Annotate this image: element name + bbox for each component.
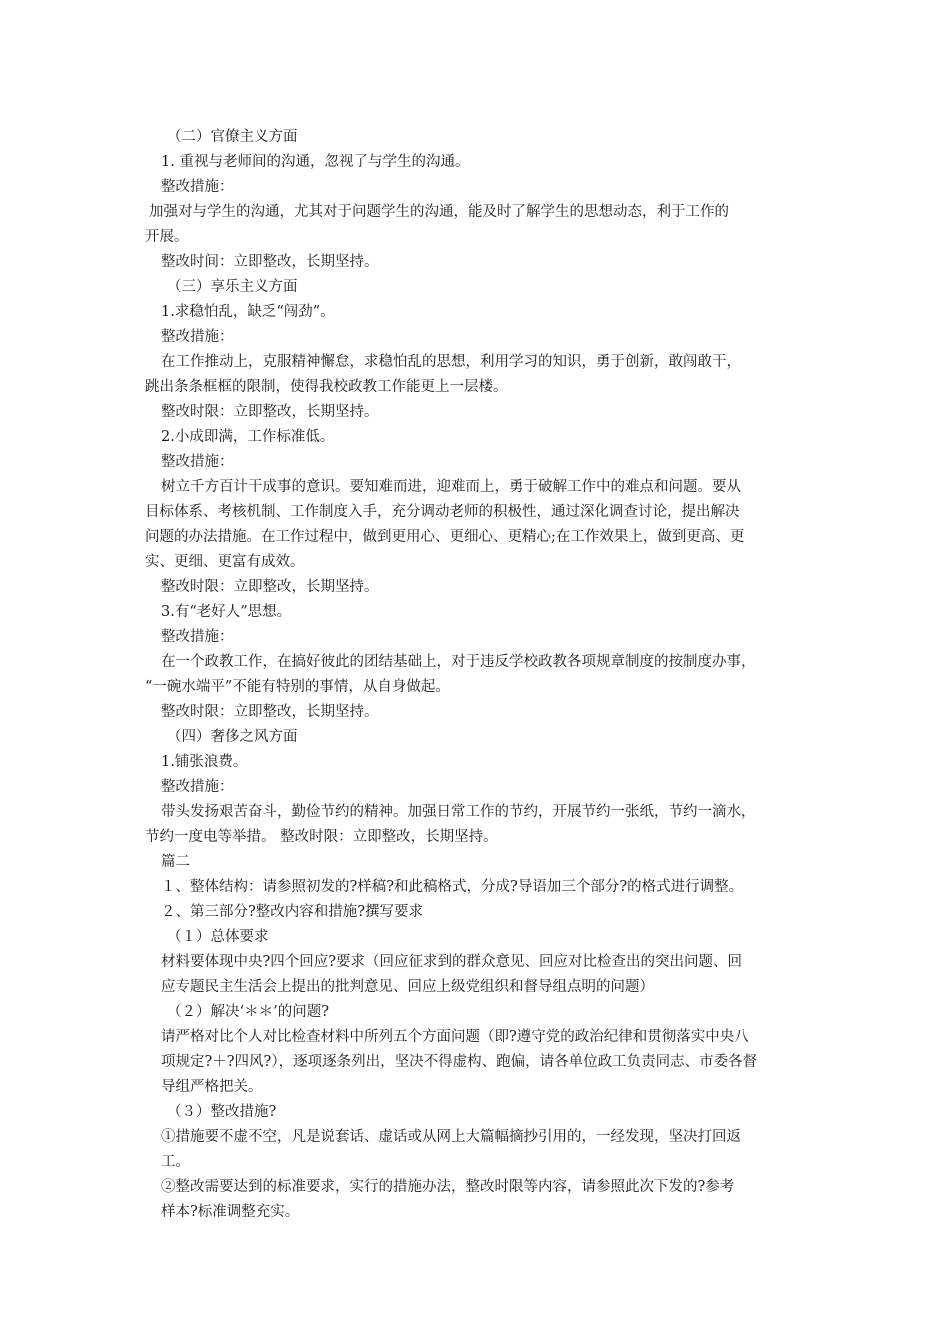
measures-label: 整改措施：: [161, 779, 234, 795]
part-heading: 篇二: [161, 854, 190, 870]
sub-heading: （１）总体要求: [167, 929, 269, 945]
sub-heading: （３）整改措施?: [167, 1104, 277, 1120]
paragraph-line: 带头发扬艰苦奋斗，勤俭节约的精神。加强日常工作的节约，开展节约一张纸，节约一滴水，: [161, 804, 756, 820]
section-heading: （二）官僚主义方面: [167, 129, 298, 145]
document-body: [145, 125, 810, 1225]
issue-item: 1.求稳怕乱，缺乏“闯劲”。: [161, 304, 335, 320]
issue-item: 1.铺张浪费。: [161, 754, 248, 770]
paragraph-line: 加强对与学生的沟通，尤其对于问题学生的沟通，能及时了解学生的思想动态，利于工作的: [149, 204, 729, 220]
paragraph-line: 应专题民主生活会上提出的批判意见、回应上级党组织和督导组点明的问题）: [161, 979, 654, 995]
paragraph-line: 在工作推动上，克服精神懈怠，求稳怕乱的思想，利用学习的知识，勇于创新，敢闯敢干，: [161, 354, 741, 370]
measures-label: 整改措施：: [161, 629, 234, 645]
paragraph-line: 目标体系、考核机制、工作制度入手，充分调动老师的积极性，通过深化调查讨论，提出解决: [145, 504, 740, 520]
deadline-line: 整改时限：立即整改，长期坚持。: [161, 404, 379, 420]
measures-label: 整改措施：: [161, 454, 234, 470]
paragraph-line: ①措施要不虚不空，凡是说套话、虚话或从网上大篇幅摘抄引用的，一经发现，坚决打回返: [161, 1129, 741, 1145]
issue-item: 2.小成即满，工作标准低。: [161, 429, 335, 445]
paragraph-line: 树立千方百计干成事的意识。要知难而进，迎难而上，勇于破解工作中的难点和问题。要从: [161, 479, 741, 495]
paragraph-line: 开展。: [145, 229, 189, 245]
paragraph-line: 节约一度电等举措。 整改时限：立即整改，长期坚持。: [145, 829, 498, 845]
deadline-line: 整改时限：立即整改，长期坚持。: [161, 704, 379, 720]
requirement-item: ２、第三部分?整改内容和措施?撰写要求: [161, 904, 424, 920]
paragraph-line: ②整改需要达到的标准要求，实行的措施办法，整改时限等内容，请参照此次下发的?参考: [161, 1179, 735, 1195]
paragraph-line: 在一个政教工作，在搞好彼此的团结基础上，对于违反学校政教各项规章制度的按制度办事，: [161, 654, 756, 670]
paragraph-line: 跳出条条框框的限制，使得我校政教工作能更上一层楼。: [145, 379, 508, 395]
paragraph-line: 实、更细、更富有成效。: [145, 554, 305, 570]
requirement-item: １、整体结构：请参照初发的?样稿?和此稿格式，分成?导语加三个部分?的格式进行调整。: [161, 879, 744, 895]
issue-item: 1. 重视与老师间的沟通，忽视了与学生的沟通。: [161, 154, 470, 170]
paragraph-line: 项规定?＋?四风?），逐项逐条列出，坚决不得虚构、跑偏，请各单位政工负责同志、市委各督: [161, 1054, 758, 1070]
paragraph-line: 请严格对比个人对比检查材料中所列五个方面问题（即?遵守党的政治纪律和贯彻落实中央八: [161, 1029, 749, 1045]
deadline-line: 整改时间：立即整改，长期坚持。: [161, 254, 379, 270]
measures-label: 整改措施：: [161, 179, 234, 195]
paragraph-line: 样本?标准调整充实。: [161, 1204, 300, 1220]
measures-label: 整改措施：: [161, 329, 234, 345]
sub-heading: （２）解决‘＊＊’的问题?: [167, 1004, 329, 1020]
paragraph-line: “一碗水端平”不能有特别的事情，从自身做起。: [145, 679, 450, 695]
paragraph-line: 材料要体现中央?四个回应?要求（回应征求到的群众意见、回应对比检查出的突出问题、回: [161, 954, 743, 970]
paragraph-line: 导组严格把关。: [161, 1079, 263, 1095]
deadline-line: 整改时限：立即整改，长期坚持。: [161, 579, 379, 595]
paragraph-line: 工。: [161, 1154, 190, 1170]
issue-item: 3.有“老好人”思想。: [161, 604, 292, 620]
paragraph-line: 问题的办法措施。在工作过程中，做到更用心、更细心、更精心;在工作效果上，做到更高、更: [145, 529, 745, 545]
section-heading: （三）享乐主义方面: [167, 279, 298, 295]
section-heading: （四）奢侈之风方面: [167, 729, 298, 745]
